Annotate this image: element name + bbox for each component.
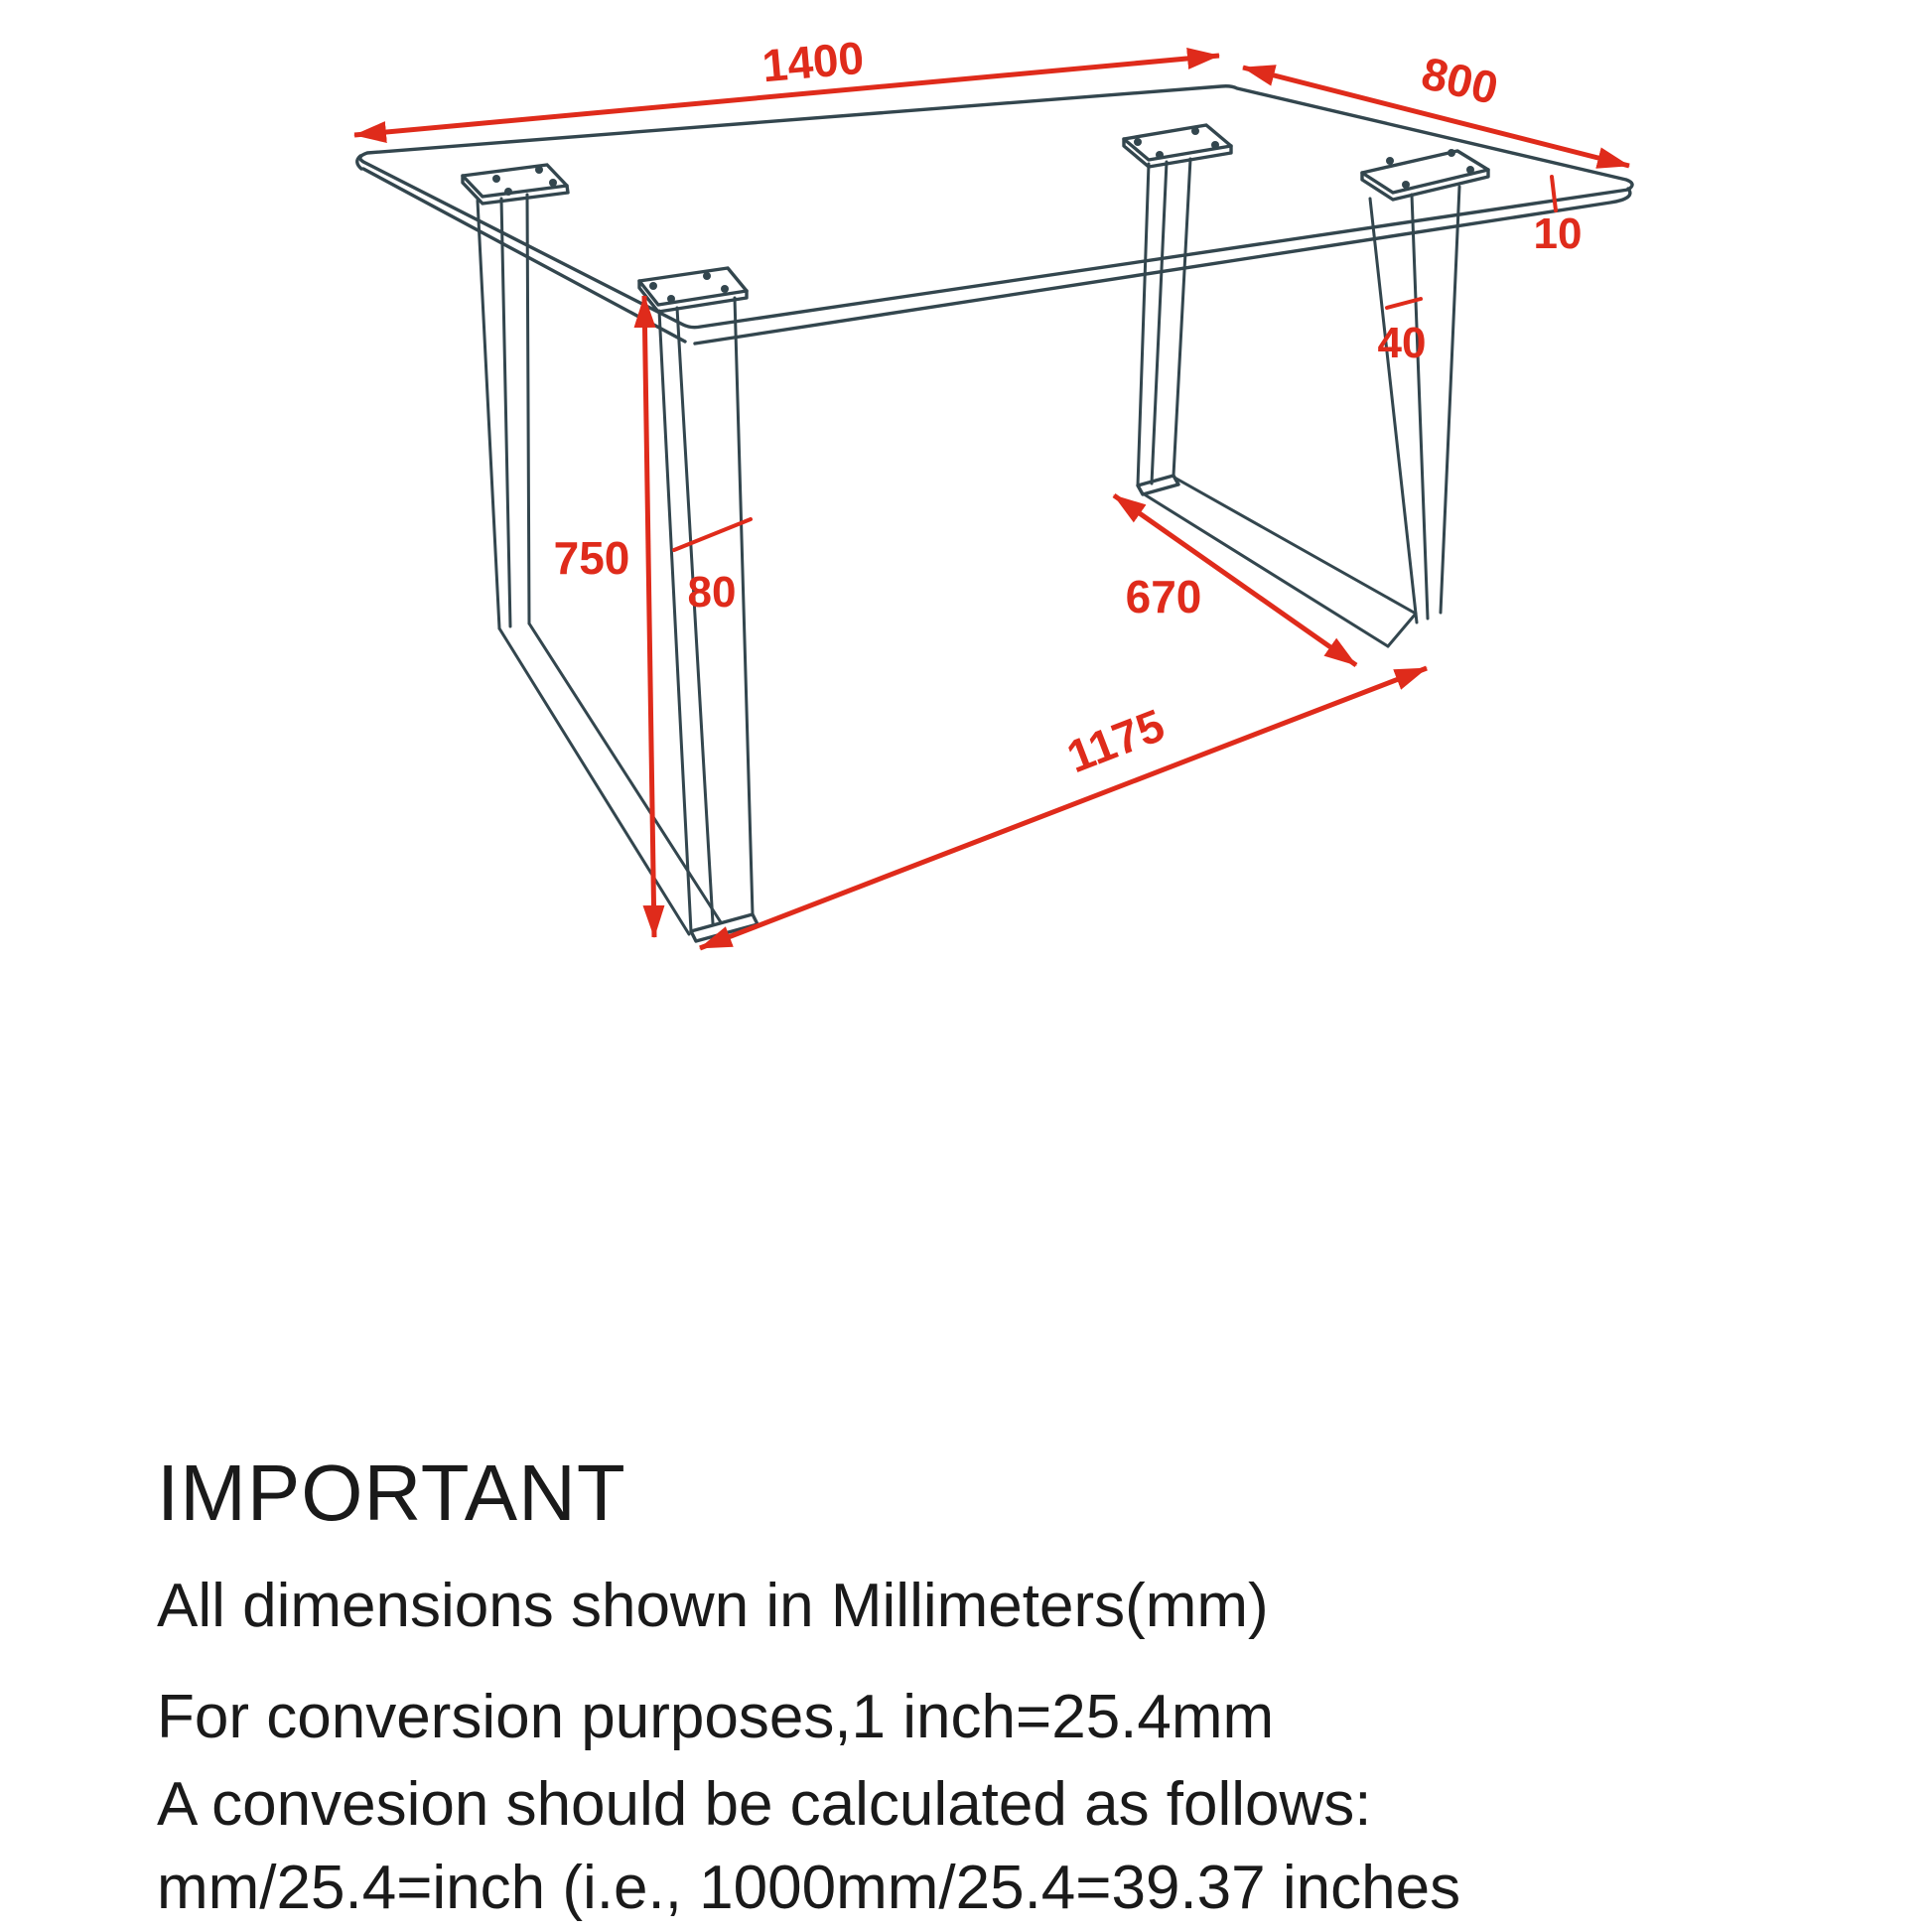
right-back-plate bbox=[1362, 149, 1488, 200]
dim-depth-label: 800 bbox=[1417, 47, 1503, 115]
screw-dot bbox=[667, 295, 675, 303]
left-front-post bbox=[659, 298, 758, 941]
dim-height-label: 750 bbox=[553, 532, 630, 584]
dim-leg-runner-label: 670 bbox=[1125, 571, 1202, 622]
notes-heading: IMPORTANT bbox=[157, 1449, 626, 1537]
screw-dot bbox=[721, 285, 729, 293]
screw-dot bbox=[1402, 181, 1410, 189]
left-back-post bbox=[478, 195, 529, 628]
dim-leg-width bbox=[674, 519, 751, 617]
right-front-post bbox=[1138, 159, 1190, 494]
note-line-units: All dimensions shown in Millimeters(mm) bbox=[157, 1572, 1269, 1640]
dim-leg-width-label: 80 bbox=[687, 568, 737, 617]
screw-dot bbox=[1386, 157, 1394, 165]
right-back-post bbox=[1370, 187, 1459, 622]
screw-dot bbox=[504, 188, 512, 196]
glass-bottom-edge-left bbox=[363, 169, 685, 342]
dim-leg-tube-label: 40 bbox=[1377, 319, 1427, 367]
screw-dot bbox=[1134, 138, 1142, 146]
screw-dot bbox=[1156, 151, 1164, 159]
dimensions bbox=[354, 32, 1629, 948]
left-back-plate bbox=[463, 165, 568, 204]
dim-glass-thickness bbox=[1534, 177, 1583, 258]
dim-length-label: 1400 bbox=[759, 31, 867, 92]
left-front-plate bbox=[639, 268, 747, 312]
note-line-formula: mm/25.4=inch (i.e., 1000mm/25.4=39.37 inches bbox=[157, 1854, 1461, 1922]
screw-dot bbox=[1448, 149, 1455, 157]
dim-leg-tube bbox=[1378, 299, 1427, 367]
glass-top-face bbox=[360, 86, 1632, 328]
screw-dot bbox=[649, 282, 657, 290]
note-line-formula-intro: A convesion should be calculated as follows: bbox=[157, 1770, 1372, 1839]
glass-top bbox=[357, 86, 1632, 344]
screw-dot bbox=[1191, 127, 1199, 135]
screw-dot bbox=[703, 272, 711, 280]
note-line-conversion: For conversion purposes,1 inch=25.4mm bbox=[157, 1683, 1275, 1751]
screw-dot bbox=[1466, 166, 1474, 174]
glass-left-corner-edge bbox=[357, 156, 361, 169]
right-front-plate bbox=[1124, 125, 1231, 167]
dim-leg-runner bbox=[1114, 495, 1356, 665]
screw-dot bbox=[535, 166, 543, 174]
dim-depth bbox=[1243, 47, 1629, 166]
screw-dot bbox=[549, 179, 557, 187]
right-leg bbox=[1124, 125, 1488, 646]
dim-leg-span-label: 1175 bbox=[1059, 698, 1172, 783]
screw-dot bbox=[492, 175, 500, 183]
screw-dot bbox=[1211, 141, 1219, 149]
dim-glass-thickness-label: 10 bbox=[1533, 209, 1583, 258]
right-foot bbox=[1138, 476, 1178, 494]
dim-height bbox=[554, 296, 654, 937]
dim-leg-span bbox=[700, 668, 1427, 948]
